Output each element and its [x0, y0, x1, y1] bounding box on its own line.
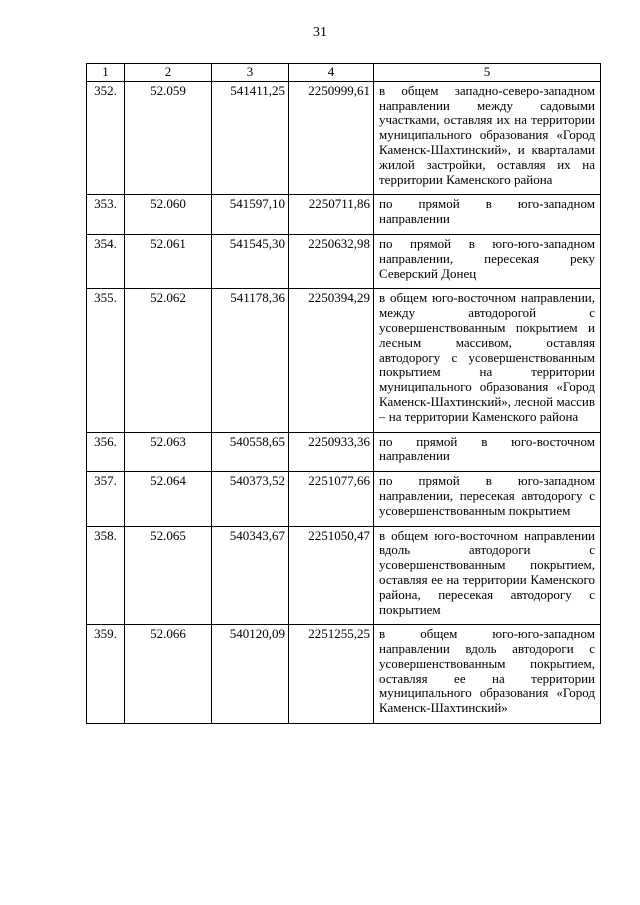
coordinate-y: 2251255,25	[289, 625, 374, 724]
point-code: 52.064	[125, 472, 212, 526]
column-header-1: 1	[87, 64, 125, 82]
point-number: 352.	[87, 81, 125, 195]
point-number: 355.	[87, 289, 125, 432]
coordinate-x: 541597,10	[212, 195, 289, 235]
boundary-description: по прямой в юго-юго-западном направлении, пересекая реку Северский Донец	[374, 234, 601, 288]
table-row	[87, 472, 601, 526]
column-header-4: 4	[289, 64, 374, 82]
boundary-table	[86, 63, 601, 724]
header-row	[87, 64, 601, 82]
coordinate-y: 2250999,61	[289, 81, 374, 195]
coordinate-x: 540343,67	[212, 526, 289, 625]
point-number: 358.	[87, 526, 125, 625]
table-body	[87, 81, 601, 723]
coordinate-y: 2250394,29	[289, 289, 374, 432]
point-number: 356.	[87, 432, 125, 472]
point-code: 52.063	[125, 432, 212, 472]
coordinate-x: 541178,36	[212, 289, 289, 432]
coordinate-x: 541545,30	[212, 234, 289, 288]
point-code: 52.062	[125, 289, 212, 432]
table-row	[87, 234, 601, 288]
point-code: 52.065	[125, 526, 212, 625]
coordinate-y: 2250632,98	[289, 234, 374, 288]
column-header-2: 2	[125, 64, 212, 82]
coordinate-x: 540120,09	[212, 625, 289, 724]
table-row	[87, 195, 601, 235]
point-code: 52.059	[125, 81, 212, 195]
coordinate-y: 2250711,86	[289, 195, 374, 235]
boundary-description: в общем юго-юго-западном направлении вдоль автодороги с усовершенствованным покрытием, оставляя ее на территории муниципального образования «Город Каменск-Шахтинский»	[374, 625, 601, 724]
column-header-3: 3	[212, 64, 289, 82]
point-number: 354.	[87, 234, 125, 288]
boundary-description: в общем юго-восточном направлении, между автодорогой с усовершенствованным покрытием и лесным массивом, оставляя автодорогу с усовершенствованным покрытием на территории муниципального образования «Город Каменск-Шахтинский», лесной массив – на территории Каменского района	[374, 289, 601, 432]
table-row	[87, 81, 601, 195]
point-code: 52.060	[125, 195, 212, 235]
page-number: 31	[313, 25, 327, 40]
coordinate-x: 540558,65	[212, 432, 289, 472]
boundary-description: в общем западно-северо-западном направлении между садовыми участками, оставляя их на территории муниципального образования «Город Каменск-Шахтинский», и кварталами жилой застройки, оставляя их на территории Каменского района	[374, 81, 601, 195]
coordinate-y: 2250933,36	[289, 432, 374, 472]
point-number: 357.	[87, 472, 125, 526]
coordinate-y: 2251077,66	[289, 472, 374, 526]
column-header-5: 5	[374, 64, 601, 82]
boundary-description: по прямой в юго-восточном направлении	[374, 432, 601, 472]
table-row	[87, 289, 601, 432]
table-row	[87, 526, 601, 625]
point-number: 353.	[87, 195, 125, 235]
table-row	[87, 625, 601, 724]
coordinate-y: 2251050,47	[289, 526, 374, 625]
boundary-description: по прямой в юго-западном направлении	[374, 195, 601, 235]
table-row	[87, 432, 601, 472]
point-number: 359.	[87, 625, 125, 724]
boundary-description: в общем юго-восточном направлении вдоль автодороги с усовершенствованным покрытием, оставляя ее на территории Каменского района, пересекая автодорогу с покрытием	[374, 526, 601, 625]
boundary-description: по прямой в юго-западном направлении, пересекая автодорогу с усовершенствованным покрытием	[374, 472, 601, 526]
point-code: 52.066	[125, 625, 212, 724]
coordinate-x: 541411,25	[212, 81, 289, 195]
point-code: 52.061	[125, 234, 212, 288]
coordinate-x: 540373,52	[212, 472, 289, 526]
